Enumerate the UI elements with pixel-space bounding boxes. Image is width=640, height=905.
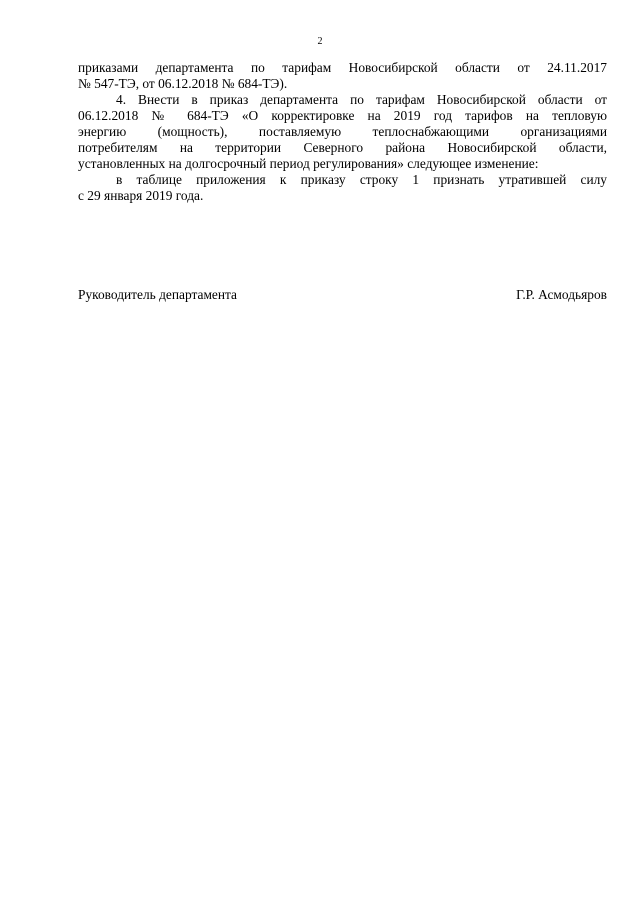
text-line: 06.12.2018 № 684-ТЭ «О корректировке на 2019 год тарифов на тепловую bbox=[78, 108, 607, 123]
paragraph-item-4 bbox=[78, 92, 607, 172]
paragraph-continuation bbox=[78, 60, 607, 92]
text-line: в таблице приложения к приказу строку 1 признать утратившей силу bbox=[116, 172, 607, 187]
document-body bbox=[78, 60, 607, 204]
text-line: № 547-ТЭ, от 06.12.2018 № 684-ТЭ). bbox=[78, 76, 288, 91]
signatory-name: Г.Р. Асмодьяров bbox=[516, 287, 607, 302]
page-number: 2 bbox=[317, 36, 323, 47]
text-line: приказами департамента по тарифам Новосибирской области от 24.11.2017 bbox=[78, 60, 607, 75]
text-line: энергию (мощность), поставляемую теплоснабжающими организациями bbox=[78, 124, 607, 139]
signature-block bbox=[78, 287, 607, 303]
text-line: установленных на долгосрочный период регулирования» следующее изменение: bbox=[78, 156, 539, 171]
paragraph-change bbox=[78, 172, 607, 204]
text-line: потребителям на территории Северного района Новосибирской области, bbox=[78, 140, 607, 155]
text-line: с 29 января 2019 года. bbox=[78, 188, 204, 203]
text-line: 4. Внести в приказ департамента по тарифам Новосибирской области от bbox=[116, 92, 607, 107]
signatory-title: Руководитель департамента bbox=[78, 287, 237, 302]
